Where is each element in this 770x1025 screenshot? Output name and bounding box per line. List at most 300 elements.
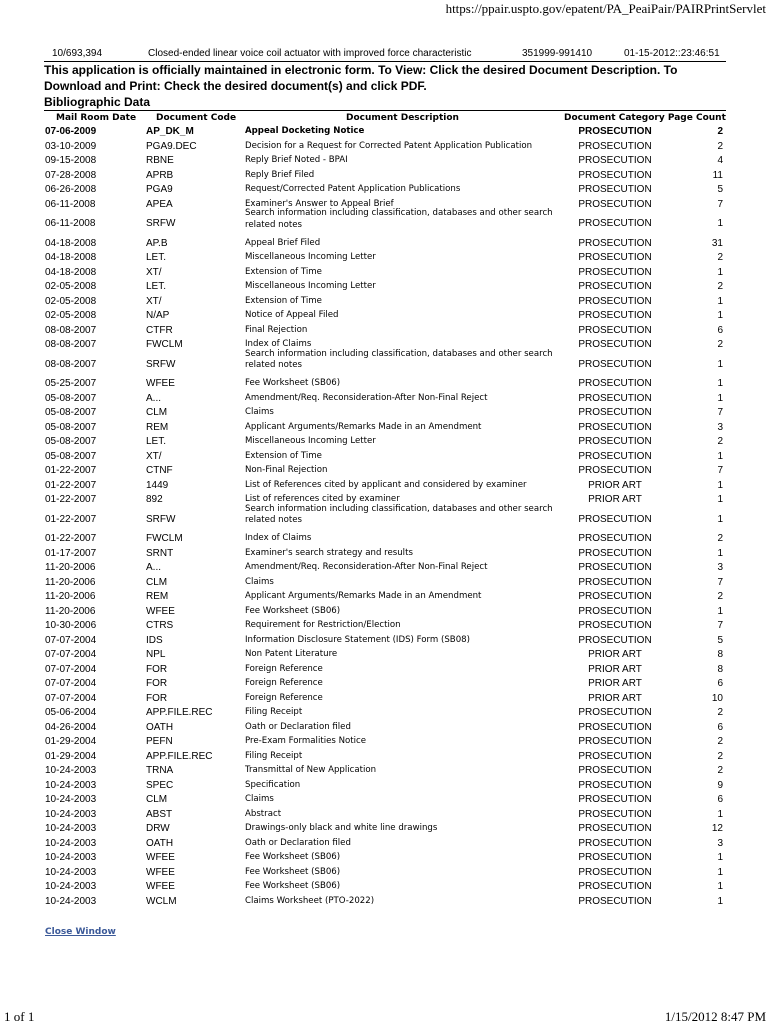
- document-code-cell: WFEE: [146, 378, 175, 389]
- document-category-cell: PROSECUTION: [578, 169, 652, 181]
- document-category-cell: PROSECUTION: [578, 794, 652, 805]
- document-description-link[interactable]: Search information including classification, databases and other search related notes: [245, 503, 553, 525]
- mail-date-cell: 02-05-2008: [45, 310, 97, 321]
- document-row: [0, 793, 770, 808]
- document-code-cell: PEFN: [146, 736, 173, 747]
- document-category-cell: PROSECUTION: [578, 866, 652, 878]
- document-category-cell: PROSECUTION: [578, 750, 652, 762]
- document-category-cell: PRIOR ART: [588, 678, 642, 689]
- document-category-cell: PROSECUTION: [578, 547, 652, 559]
- mail-date-cell: 05-08-2007: [45, 392, 97, 404]
- document-description-link[interactable]: Oath or Declaration filed: [245, 837, 351, 848]
- document-row: [0, 309, 770, 324]
- mail-date-cell: 07-07-2004: [45, 678, 97, 689]
- document-category-cell: PROSECUTION: [578, 634, 652, 646]
- mail-date-cell: 07-28-2008: [45, 169, 97, 181]
- mail-date-cell: 07-07-2004: [45, 634, 97, 646]
- document-code-cell: CLM: [146, 576, 168, 588]
- document-row: [0, 464, 770, 479]
- document-row: [0, 663, 770, 678]
- mail-date-cell: 01-22-2007: [45, 533, 97, 544]
- document-row: [0, 140, 770, 155]
- document-description-link[interactable]: Requirement for Restriction/Election: [245, 620, 401, 630]
- mail-date-cell: 10-24-2003: [45, 808, 97, 820]
- document-description-link[interactable]: Fee Worksheet (SB06): [245, 881, 341, 891]
- document-code-cell: REM: [146, 591, 169, 602]
- page-count-cell: 2: [717, 252, 723, 263]
- document-category-cell: PROSECUTION: [578, 562, 652, 573]
- mail-date-cell: 06-11-2008: [45, 198, 96, 210]
- mail-date-cell: 11-20-2006: [45, 562, 96, 573]
- mail-date-cell: 01-22-2007: [45, 465, 97, 476]
- mail-date-cell: 02-05-2008: [45, 281, 97, 292]
- document-category-cell: PROSECUTION: [578, 852, 652, 863]
- document-row: [0, 721, 770, 736]
- document-code-cell: CTNF: [146, 465, 173, 476]
- document-category-cell: PRIOR ART: [588, 479, 642, 491]
- page-count-cell: 2: [717, 140, 723, 152]
- mail-date-cell: 10-24-2003: [45, 866, 97, 878]
- page-count-cell: 11: [712, 169, 723, 181]
- mail-date-cell: 05-25-2007: [45, 378, 97, 389]
- page-count-cell: 6: [717, 678, 723, 689]
- page-count-cell: 1: [717, 852, 723, 863]
- document-row: [0, 590, 770, 605]
- document-category-cell: PROSECUTION: [578, 837, 652, 849]
- document-row: [0, 324, 770, 339]
- document-description-link[interactable]: Abstract: [245, 808, 282, 819]
- document-row: [0, 266, 770, 281]
- document-description-link[interactable]: Foreign Reference: [245, 663, 323, 674]
- document-code-cell: SPEC: [146, 779, 174, 791]
- document-category-cell: PROSECUTION: [578, 295, 652, 307]
- document-code-cell: FWCLM: [146, 533, 183, 544]
- mail-date-cell: 07-06-2009: [45, 126, 97, 137]
- page-count-cell: 2: [717, 591, 723, 602]
- document-list: [0, 125, 770, 909]
- mail-date-cell: 08-08-2007: [45, 358, 97, 370]
- mail-date-cell: 02-05-2008: [45, 295, 97, 307]
- document-description-link[interactable]: Request/Corrected Patent Application Publications: [245, 184, 461, 194]
- document-category-cell: PROSECUTION: [578, 707, 652, 718]
- document-category-cell: PROSECUTION: [578, 252, 652, 263]
- document-description-link[interactable]: Extension of Time: [245, 450, 322, 461]
- document-category-cell: PROSECUTION: [578, 378, 652, 389]
- mail-date-cell: 05-08-2007: [45, 450, 97, 462]
- document-code-cell: SRNT: [146, 547, 174, 559]
- document-description-link[interactable]: Index of Claims: [245, 533, 312, 543]
- document-description-link[interactable]: Notice of Appeal Filed: [245, 310, 339, 320]
- close-window-link[interactable]: Close Window: [45, 927, 116, 937]
- page-count-cell: 2: [717, 339, 723, 350]
- document-code-cell: TRNA: [146, 765, 174, 776]
- mail-date-cell: 10-24-2003: [45, 794, 97, 805]
- document-row: [0, 183, 770, 198]
- document-description-link[interactable]: Oath or Declaration filed: [245, 721, 351, 732]
- document-category-cell: PROSECUTION: [578, 736, 652, 747]
- document-code-cell: APP.FILE.REC: [146, 750, 213, 762]
- page-count-cell: 2: [717, 436, 723, 447]
- mail-date-cell: 11-20-2006: [45, 605, 96, 617]
- page-count-cell: 7: [717, 198, 723, 210]
- mail-date-cell: 04-18-2008: [45, 266, 97, 278]
- document-description-link[interactable]: Appeal Docketing Notice: [245, 126, 365, 136]
- document-row: [0, 880, 770, 895]
- document-code-cell: 892: [146, 494, 163, 505]
- page-count-cell: 1: [717, 513, 723, 525]
- document-code-cell: FWCLM: [146, 339, 183, 350]
- document-description-link[interactable]: Final Rejection: [245, 324, 308, 335]
- page-count-cell: 5: [717, 184, 723, 195]
- mail-date-cell: 05-08-2007: [45, 436, 97, 447]
- document-code-cell: RBNE: [146, 155, 174, 166]
- mail-date-cell: 10-24-2003: [45, 852, 97, 863]
- page-count-cell: 7: [717, 620, 723, 631]
- document-description-link[interactable]: List of References cited by applicant and considered by examiner: [245, 479, 527, 490]
- document-code-cell: ABST: [146, 808, 173, 820]
- document-category-cell: PROSECUTION: [578, 339, 652, 350]
- page-count-cell: 31: [711, 237, 723, 249]
- document-row: [0, 619, 770, 634]
- document-code-cell: 1449: [146, 479, 169, 491]
- document-category-cell: PROSECUTION: [578, 126, 652, 137]
- mail-date-cell: 01-22-2007: [45, 479, 97, 491]
- document-category-cell: PROSECUTION: [578, 155, 652, 166]
- mail-date-cell: 10-24-2003: [45, 837, 97, 849]
- section-divider: [44, 110, 726, 111]
- document-row: [0, 822, 770, 837]
- document-code-cell: SRFW: [146, 358, 176, 370]
- document-row: [0, 677, 770, 692]
- document-code-cell: SRFW: [146, 513, 176, 525]
- document-description-link[interactable]: Examiner's search strategy and results: [245, 547, 413, 558]
- page-count-cell: 7: [717, 576, 723, 588]
- document-row: [0, 648, 770, 663]
- document-row: [0, 706, 770, 721]
- mail-date-cell: 01-22-2007: [45, 494, 97, 505]
- document-category-cell: PRIOR ART: [588, 692, 642, 704]
- document-code-cell: IDS: [146, 634, 163, 646]
- document-code-cell: OATH: [146, 721, 174, 733]
- page-count-cell: 1: [717, 266, 723, 278]
- page-count-cell: 2: [717, 281, 723, 292]
- document-category-cell: PROSECUTION: [578, 198, 652, 210]
- document-code-cell: CTRS: [146, 620, 174, 631]
- document-row: [0, 377, 770, 392]
- document-code-cell: CLM: [146, 794, 168, 805]
- page-count-cell: 1: [717, 392, 723, 404]
- mail-date-cell: 01-17-2007: [45, 547, 97, 559]
- document-row: [0, 503, 770, 533]
- document-row: [0, 295, 770, 310]
- document-description-link[interactable]: Decision for a Request for Corrected Patent Application Publication: [245, 140, 533, 151]
- document-code-cell: PGA9: [146, 184, 173, 195]
- page-count-cell: 1: [717, 881, 723, 892]
- page-count-cell: 3: [717, 562, 723, 573]
- document-description-link[interactable]: Extension of Time: [245, 266, 322, 277]
- mail-date-cell: 05-08-2007: [45, 407, 97, 418]
- document-code-cell: WCLM: [146, 895, 177, 907]
- report-timestamp: 01-15-2012::23:46:51: [624, 48, 720, 59]
- mail-date-cell: 01-29-2004: [45, 750, 97, 762]
- mail-date-cell: 03-10-2009: [45, 140, 97, 152]
- document-row: [0, 547, 770, 562]
- document-description-link[interactable]: Reply Brief Noted - BPAI: [245, 155, 348, 165]
- document-category-cell: PROSECUTION: [578, 620, 652, 631]
- document-description-link[interactable]: Miscellaneous Incoming Letter: [245, 252, 376, 262]
- document-description-link[interactable]: Transmittal of New Application: [245, 765, 377, 775]
- mail-date-cell: 10-24-2003: [45, 895, 97, 907]
- document-category-cell: PROSECUTION: [578, 895, 652, 907]
- document-code-cell: REM: [146, 421, 169, 433]
- mail-date-cell: 04-26-2004: [45, 721, 97, 733]
- document-description-link[interactable]: Reply Brief Filed: [245, 169, 315, 180]
- page-count-cell: 2: [717, 533, 723, 544]
- page-count-cell: 1: [717, 866, 723, 878]
- document-code-cell: APEA: [146, 198, 173, 210]
- document-category-cell: PROSECUTION: [578, 779, 652, 791]
- mail-date-cell: 11-20-2006: [45, 576, 96, 588]
- document-code-cell: SRFW: [146, 218, 176, 229]
- document-code-cell: AP_DK_M: [146, 126, 194, 137]
- mail-date-cell: 08-08-2007: [45, 339, 97, 350]
- document-description-link[interactable]: Non Patent Literature: [245, 649, 338, 659]
- document-description-link[interactable]: Filing Receipt: [245, 750, 303, 761]
- document-description-link[interactable]: Examiner's Answer to Appeal Brief: [245, 198, 394, 209]
- document-code-cell: XT/: [146, 450, 162, 462]
- column-header-mail-date: Mail Room Date: [56, 113, 137, 123]
- document-description-link[interactable]: Pre-Exam Formalities Notice: [245, 736, 367, 746]
- page-count-cell: 2: [717, 765, 723, 776]
- document-code-cell: OATH: [146, 837, 174, 849]
- document-description-link[interactable]: Foreign Reference: [245, 678, 323, 688]
- document-category-cell: PROSECUTION: [578, 450, 652, 462]
- page-label: 1 of 1: [4, 1009, 35, 1024]
- document-row: [0, 237, 770, 252]
- document-category-cell: PROSECUTION: [578, 605, 652, 617]
- page-count-cell: 1: [717, 358, 723, 370]
- page-count-cell: 6: [717, 324, 723, 336]
- document-category-cell: PROSECUTION: [578, 266, 652, 278]
- page-count-cell: 1: [717, 450, 723, 462]
- document-description-link[interactable]: Fee Worksheet (SB06): [245, 378, 341, 388]
- page-count-cell: 6: [717, 794, 723, 805]
- page-count-cell: 5: [717, 634, 723, 646]
- document-code-cell: XT/: [146, 266, 162, 278]
- document-category-cell: PROSECUTION: [578, 358, 652, 370]
- page-count-cell: 3: [717, 837, 723, 849]
- page-count-cell: 4: [717, 155, 723, 166]
- document-description-link[interactable]: Filing Receipt: [245, 707, 303, 717]
- document-category-cell: PROSECUTION: [578, 140, 652, 152]
- document-description-link[interactable]: Claims Worksheet (PTO-2022): [245, 895, 375, 906]
- mail-date-cell: 11-20-2006: [45, 591, 96, 602]
- document-description-link[interactable]: Appeal Brief Filed: [245, 237, 321, 248]
- document-category-cell: PROSECUTION: [578, 218, 652, 229]
- mail-date-cell: 10-24-2003: [45, 823, 97, 834]
- column-header-category-count: Document Category Page Count: [564, 113, 726, 123]
- document-row: [0, 406, 770, 421]
- document-category-cell: PROSECUTION: [578, 721, 652, 733]
- document-category-cell: PRIOR ART: [588, 494, 642, 505]
- document-category-cell: PROSECUTION: [578, 310, 652, 321]
- document-row: [0, 154, 770, 169]
- document-category-cell: PROSECUTION: [578, 576, 652, 588]
- section-title: Bibliographic Data: [44, 95, 151, 109]
- document-code-cell: FOR: [146, 692, 168, 704]
- mail-date-cell: 04-18-2008: [45, 252, 97, 263]
- page-count-cell: 8: [717, 649, 723, 660]
- document-description-link[interactable]: Applicant Arguments/Remarks Made in an Amendment: [245, 591, 482, 601]
- document-category-cell: PROSECUTION: [578, 465, 652, 476]
- document-row: [0, 692, 770, 707]
- document-code-cell: APP.FILE.REC: [146, 707, 213, 718]
- document-category-cell: PROSECUTION: [578, 324, 652, 336]
- document-description-link[interactable]: Applicant Arguments/Remarks Made in an Amendment: [245, 421, 482, 432]
- document-description-link[interactable]: List of references cited by examiner: [245, 494, 400, 504]
- page-count-cell: 2: [717, 126, 723, 137]
- document-category-cell: PROSECUTION: [578, 881, 652, 892]
- document-row: [0, 808, 770, 823]
- mail-date-cell: 10-24-2003: [45, 881, 97, 892]
- print-timestamp: 1/15/2012 8:47 PM: [664, 1009, 766, 1024]
- document-row: [0, 251, 770, 266]
- document-description-link[interactable]: Extension of Time: [245, 295, 322, 306]
- document-description-link[interactable]: Index of Claims: [245, 339, 312, 349]
- document-code-cell: LET.: [146, 252, 167, 263]
- page-count-cell: 3: [717, 421, 723, 433]
- document-category-cell: PROSECUTION: [578, 513, 652, 525]
- mail-date-cell: 06-26-2008: [45, 184, 97, 195]
- document-description-link[interactable]: Search information including classification, databases and other search related notes: [245, 208, 553, 230]
- document-row: [0, 208, 770, 237]
- document-row: [0, 450, 770, 465]
- document-row: [0, 421, 770, 436]
- document-row: [0, 866, 770, 881]
- document-description-link[interactable]: Fee Worksheet (SB06): [245, 866, 341, 877]
- document-description-link[interactable]: Specification: [245, 779, 301, 790]
- document-description-link[interactable]: Amendment/Req. Reconsideration-After Non-Final Reject: [245, 392, 488, 403]
- document-code-cell: XT/: [146, 295, 162, 307]
- document-row: [0, 435, 770, 450]
- document-category-cell: PROSECUTION: [578, 421, 652, 433]
- document-code-cell: FOR: [146, 678, 168, 689]
- document-description-link[interactable]: Claims: [245, 576, 274, 587]
- page-count-cell: 1: [717, 547, 723, 559]
- page-count-cell: 1: [717, 378, 723, 389]
- document-description-link[interactable]: Information Disclosure Statement (IDS) Form (SB08): [245, 634, 470, 645]
- document-code-cell: A...: [146, 562, 162, 573]
- document-category-cell: PROSECUTION: [578, 436, 652, 447]
- page-count-cell: 1: [717, 494, 723, 505]
- page-count-cell: 1: [717, 808, 723, 820]
- page-count-cell: 12: [711, 823, 723, 834]
- document-description-link[interactable]: Amendment/Req. Reconsideration-After Non-Final Reject: [245, 562, 488, 572]
- document-row: [0, 634, 770, 649]
- document-row: [0, 895, 770, 910]
- mail-date-cell: 05-08-2007: [45, 421, 97, 433]
- mail-date-cell: 07-07-2004: [45, 692, 97, 704]
- page-count-cell: 2: [717, 736, 723, 747]
- document-code-cell: DRW: [146, 823, 170, 834]
- document-code-cell: AP.B: [146, 237, 168, 249]
- document-description-link[interactable]: Fee Worksheet (SB06): [245, 605, 341, 616]
- document-category-cell: PROSECUTION: [578, 765, 652, 776]
- application-header: [44, 48, 724, 61]
- document-description-link[interactable]: Claims: [245, 794, 274, 804]
- document-code-cell: CTFR: [146, 324, 173, 336]
- mail-date-cell: 01-29-2004: [45, 736, 97, 747]
- document-category-cell: PROSECUTION: [578, 281, 652, 292]
- page-count-cell: 9: [717, 779, 723, 791]
- page-count-cell: 1: [717, 479, 723, 491]
- document-category-cell: PROSECUTION: [578, 533, 652, 544]
- page-count-cell: 7: [717, 465, 723, 476]
- document-code-cell: APRB: [146, 169, 174, 181]
- column-header-description: Document Description: [346, 113, 459, 123]
- mail-date-cell: 04-18-2008: [45, 237, 97, 249]
- document-description-link[interactable]: Miscellaneous Incoming Letter: [245, 281, 376, 291]
- document-row: [0, 479, 770, 494]
- document-category-cell: PROSECUTION: [578, 407, 652, 418]
- page-count-cell: 7: [717, 407, 723, 418]
- mail-date-cell: 07-07-2004: [45, 663, 97, 675]
- document-row: [0, 576, 770, 591]
- document-category-cell: PROSECUTION: [578, 591, 652, 602]
- page-count-cell: 2: [717, 707, 723, 718]
- document-description-link[interactable]: Claims: [245, 407, 274, 417]
- document-description-link[interactable]: Foreign Reference: [245, 692, 323, 703]
- page-count-cell: 1: [717, 295, 723, 307]
- page-count-cell: 6: [717, 721, 723, 733]
- page-count-cell: 10: [711, 692, 723, 704]
- document-row: [0, 169, 770, 184]
- document-row: [0, 735, 770, 750]
- page-count-cell: 1: [717, 605, 723, 617]
- document-code-cell: WFEE: [146, 881, 175, 892]
- document-code-cell: A...: [146, 392, 162, 404]
- document-code-cell: WFEE: [146, 866, 175, 878]
- mail-date-cell: 01-22-2007: [45, 513, 97, 525]
- document-row: [0, 125, 770, 140]
- mail-date-cell: 09-15-2008: [45, 155, 97, 166]
- document-row: [0, 280, 770, 295]
- document-row: [0, 561, 770, 576]
- document-code-cell: PGA9.DEC: [146, 140, 197, 152]
- application-number: 10/693,394: [52, 48, 103, 59]
- document-code-cell: N/AP: [146, 310, 170, 321]
- document-category-cell: PROSECUTION: [578, 392, 652, 404]
- document-description-link[interactable]: Drawings-only black and white line drawings: [245, 823, 438, 833]
- document-code-cell: CLM: [146, 407, 168, 418]
- document-code-cell: FOR: [146, 663, 168, 675]
- document-code-cell: WFEE: [146, 852, 175, 863]
- document-row: [0, 348, 770, 378]
- document-description-link[interactable]: Non-Final Rejection: [245, 465, 328, 475]
- mail-date-cell: 10-30-2006: [45, 620, 97, 631]
- page-count-cell: 1: [717, 895, 723, 907]
- document-category-cell: PROSECUTION: [578, 823, 652, 834]
- document-row: [0, 764, 770, 779]
- document-row: [0, 837, 770, 852]
- document-row: [0, 605, 770, 620]
- document-row: [0, 851, 770, 866]
- notice-text: This application is officially maintained in electronic form. To View: Click the desired Document Description. To Download and Print: Check the desired document(s) and click PDF.: [44, 63, 678, 93]
- document-description-link[interactable]: Fee Worksheet (SB06): [245, 852, 341, 862]
- document-description-link[interactable]: Miscellaneous Incoming Letter: [245, 436, 376, 446]
- document-description-link[interactable]: Search information including classification, databases and other search related notes: [245, 348, 553, 370]
- document-row: [0, 779, 770, 794]
